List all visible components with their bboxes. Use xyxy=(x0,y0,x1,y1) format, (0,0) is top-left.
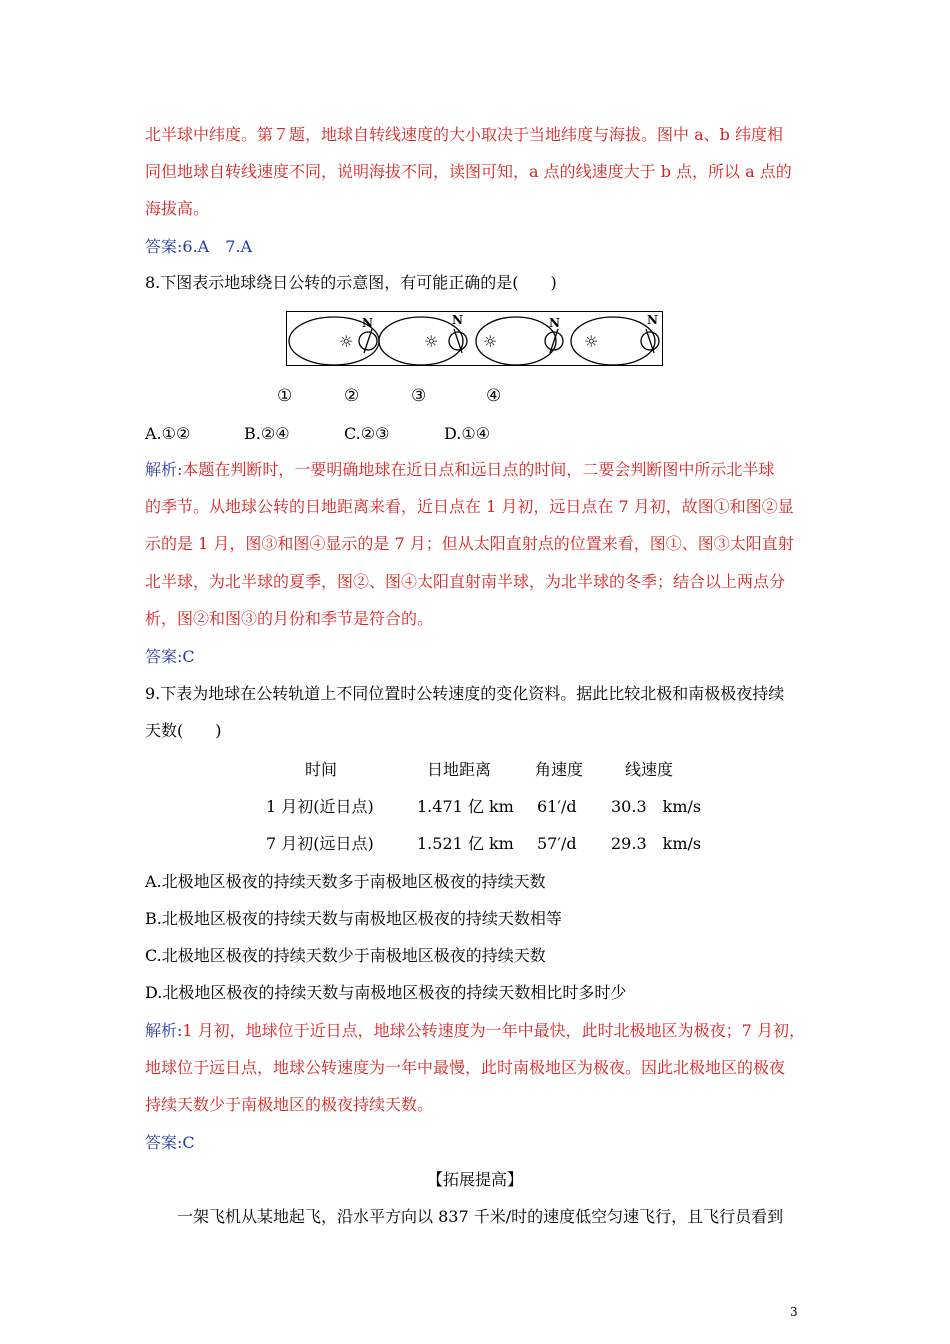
explanation-label: 解析: xyxy=(145,460,183,479)
explanation-7-line-1: 北半球中纬度。第７题，地球自转线速度的大小取决于当地纬度与海拔。图中 a、b 纬度相 xyxy=(145,125,783,144)
table-header-linear: 线速度 xyxy=(625,760,674,779)
q9-option-a: A.北极地区极夜的持续天数多于南极地区极夜的持续天数 xyxy=(145,872,546,891)
table-cell: 7 月初(远日点) xyxy=(266,834,374,853)
explanation-8-line-3: 示的是 1 月，图③和图④显示的是 7 月；但从太阳直射点的位置来看，图①、图③太阳直射 xyxy=(145,534,794,553)
figure-number-1: ① xyxy=(277,386,293,406)
section-heading: 【拓展提高】 xyxy=(426,1170,523,1189)
q9-option-d: D.北极地区极夜的持续天数与南极地区极夜的持续天数相比时多时少 xyxy=(145,983,627,1002)
table-cell: 30.3 km/s xyxy=(611,797,702,816)
answer-label: 答案: xyxy=(145,1133,183,1152)
table-cell: 57′/d xyxy=(537,834,577,853)
answer-6-7 xyxy=(145,237,252,257)
q8-option-a: A.①② xyxy=(145,424,191,443)
answer-value: C xyxy=(182,647,195,666)
table-header-time: 时间 xyxy=(305,760,338,779)
north-pole-label: N xyxy=(362,316,373,330)
figure-number-4: ④ xyxy=(486,386,502,406)
explanation-8-line-2: 的季节。从地球公转的日地距离来看，近日点在 1 月初，远日点在 7 月初，故图①和图②显 xyxy=(145,497,794,516)
sun-icon: ☼ xyxy=(339,332,354,351)
question-9-line-1: 9.下表为地球在公转轨道上不同位置时公转速度的变化资料。据此比较北极和南极极夜持续 xyxy=(145,684,785,703)
north-pole-label: N xyxy=(647,313,658,327)
table-header-distance: 日地距离 xyxy=(427,760,492,779)
extension-question-line-1: 一架飞机从某地起飞，沿水平方向以 837 千米/时的速度低空匀速飞行，且飞行员看到 xyxy=(177,1207,784,1226)
answer-value: C xyxy=(182,1133,195,1152)
q9-option-c: C.北极地区极夜的持续天数少于南极地区极夜的持续天数 xyxy=(145,946,546,965)
north-pole-label: N xyxy=(549,316,560,330)
orbit-panel-3 xyxy=(476,316,563,365)
table-cell: 1.471 亿 km xyxy=(417,797,514,816)
sun-icon: ☼ xyxy=(483,332,498,351)
q8-option-c: C.②③ xyxy=(344,424,390,443)
answer-9 xyxy=(145,1133,195,1153)
page-number: 3 xyxy=(790,1305,798,1319)
table-header-angular: 角速度 xyxy=(535,760,584,779)
figure-number-2: ② xyxy=(344,386,360,406)
explanation-9-line-3: 持续天数少于南极地区的极夜持续天数。 xyxy=(145,1095,434,1114)
explanation-label: 解析: xyxy=(145,1021,183,1040)
sun-icon: ☼ xyxy=(584,332,599,351)
explanation-9-line-1 xyxy=(145,1021,805,1041)
explanation-text: 本题在判断时，一要明确地球在近日点和远日点的时间，二要会判断图中所示北半球 xyxy=(182,460,775,479)
q8-option-d: D.①④ xyxy=(444,424,491,443)
orbit-diagram xyxy=(286,311,664,367)
explanation-text: 1 月初，地球位于近日点，地球公转速度为一年中最快，此时北极地区为极夜；7 月初， xyxy=(182,1021,805,1040)
orbit-ellipse xyxy=(379,317,463,365)
table-cell: 1 月初(近日点) xyxy=(266,797,374,816)
orbit-panel-4 xyxy=(571,313,659,365)
table-cell: 29.3 km/s xyxy=(611,834,702,853)
answer-label: 答案: xyxy=(145,647,183,666)
table-cell: 61′/d xyxy=(537,797,577,816)
explanation-7-line-2: 同但地球自转线速度不同，说明海拔不同，读图可知，a 点的线速度大于 b 点，所以 a 点的 xyxy=(145,162,792,181)
sun-icon: ☼ xyxy=(424,332,439,351)
answer-label: 答案: xyxy=(145,237,183,256)
explanation-8-line-5: 析，图②和图③的月份和季节是符合的。 xyxy=(145,609,434,628)
question-8: 8.下图表示地球绕日公转的示意图，有可能正确的是( ) xyxy=(145,273,557,292)
orbit-panel-1 xyxy=(289,316,379,365)
figure-number-3: ③ xyxy=(411,386,427,406)
explanation-7-line-3: 海拔高。 xyxy=(145,199,210,218)
q9-option-b: B.北极地区极夜的持续天数与南极地区极夜的持续天数相等 xyxy=(145,909,562,928)
orbit-panel-2 xyxy=(379,313,467,365)
north-pole-label: N xyxy=(452,313,463,327)
question-9-line-2: 天数( ) xyxy=(145,721,222,740)
explanation-9-line-2: 地球位于远日点，地球公转速度为一年中最慢，此时南极地区为极夜。因此北极地区的极夜 xyxy=(145,1058,786,1077)
explanation-8-line-1 xyxy=(145,460,774,480)
answer-value: 6.A 7.A xyxy=(182,237,253,256)
table-cell: 1.521 亿 km xyxy=(417,834,514,853)
q8-option-b: B.②④ xyxy=(244,424,290,443)
answer-8 xyxy=(145,647,195,667)
explanation-8-line-4: 北半球，为北半球的夏季，图②、图④太阳直射南半球，为北半球的冬季；结合以上两点分 xyxy=(145,572,786,591)
